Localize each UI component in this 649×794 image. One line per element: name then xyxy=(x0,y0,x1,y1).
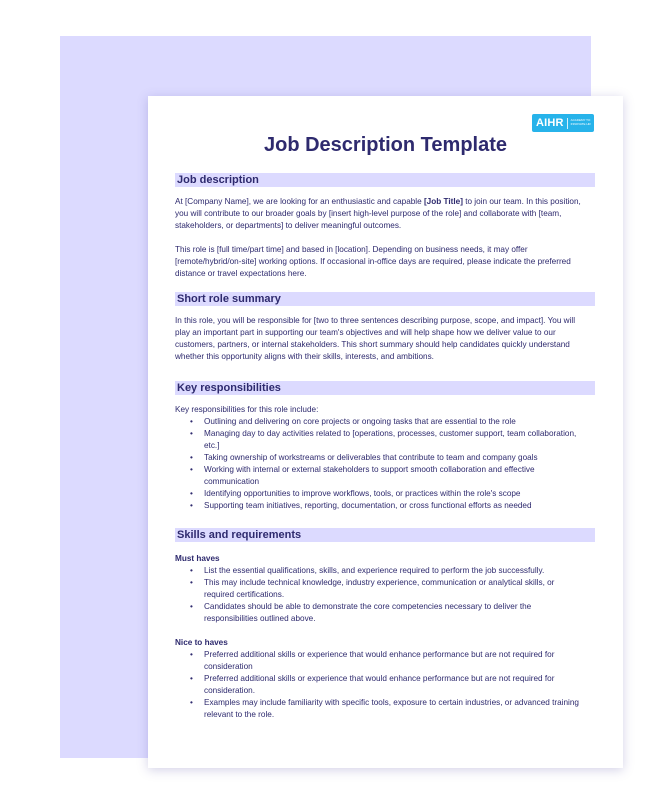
list-item: • Examples may include familiarity with specific tools, exposure to certain industries, or advanced training relevant to the role. xyxy=(204,697,584,721)
responsibilities-list xyxy=(175,416,584,512)
must-haves-label: Must haves xyxy=(175,554,220,563)
paragraph xyxy=(175,196,585,232)
document-page xyxy=(148,96,623,768)
section-heading: Key responsibilities xyxy=(175,381,595,395)
list-item: • Working with internal or external stakeholders to support smooth collaboration and effective communication xyxy=(204,464,584,488)
section-job-description xyxy=(175,173,595,280)
nice-to-haves-label: Nice to haves xyxy=(175,638,228,647)
paragraph: In this role, you will be responsible for [two to three sentences describing purpose, scope, and impact]. You will play an important part in supporting our team's objectives and will help shape how we deliver value to our customers, partners, or internal stakeholders. This short summary should help candidates quickly understand whether this opportunity aligns with their skills, interests, and ambitions. xyxy=(175,316,576,361)
list-item: • Taking ownership of workstreams or deliverables that contribute to team and company goals xyxy=(204,452,584,464)
list-item: • Identifying opportunities to improve workflows, tools, or practices within the role's scope xyxy=(204,488,584,500)
text: At [Company Name], we are looking for an enthusiastic and capable xyxy=(175,197,424,206)
section-short-role-summary xyxy=(175,292,595,363)
section-heading: Short role summary xyxy=(175,292,595,306)
list-item: • Supporting team initiatives, reporting, documentation, or cross functional efforts as needed xyxy=(204,500,584,512)
must-haves-list xyxy=(175,565,584,625)
section-heading: Skills and requirements xyxy=(175,528,595,542)
list-item: • Preferred additional skills or experience that would enhance performance but are not required for consideration xyxy=(204,649,584,673)
logo-mark: AIHR xyxy=(536,117,564,129)
list-item: • Preferred additional skills or experience that would enhance performance but are not required for consideration. xyxy=(204,673,584,697)
aihr-logo xyxy=(532,114,594,132)
paragraph: This role is [full time/part time] and based in [location]. Depending on business needs, it may offer [remote/hybrid/on-site] working options. If occasional in-office days are required, please indicate the preferred distance or travel expectations here. xyxy=(175,245,571,278)
intro: Key responsibilities for this role include: xyxy=(175,405,319,414)
list-item: • Candidates should be able to demonstrate the core competencies necessary to deliver the responsibilities outlined above. xyxy=(204,601,584,625)
section-skills-requirements xyxy=(175,528,595,721)
list-item: • This may include technical knowledge, industry experience, communication or analytical skills, or required certifications. xyxy=(204,577,584,601)
text: to join our team. In this position, you will contribute to our broader goals by [insert high-level purpose of the role] and collaborate with [team, stakeholders, or departments] to deliver meaningful outcomes. xyxy=(175,197,581,230)
page-title: Job Description Template xyxy=(263,134,507,156)
logo-tagline: ACADEMY TO INNOVATE HR xyxy=(570,118,591,126)
nice-to-haves-list xyxy=(175,649,584,721)
section-key-responsibilities xyxy=(175,381,595,512)
background-frame xyxy=(60,36,591,758)
list-item: • Managing day to day activities related to [operations, processes, customer support, team collaboration, etc.] xyxy=(204,428,584,452)
section-heading: Job description xyxy=(175,173,595,187)
list-item: • Outlining and delivering on core projects or ongoing tasks that are essential to the role xyxy=(204,416,584,428)
job-title-placeholder: [Job Title] xyxy=(423,197,463,206)
logo-divider xyxy=(567,118,568,129)
list-item: • List the essential qualifications, skills, and experience required to perform the job successfully. xyxy=(204,565,584,577)
